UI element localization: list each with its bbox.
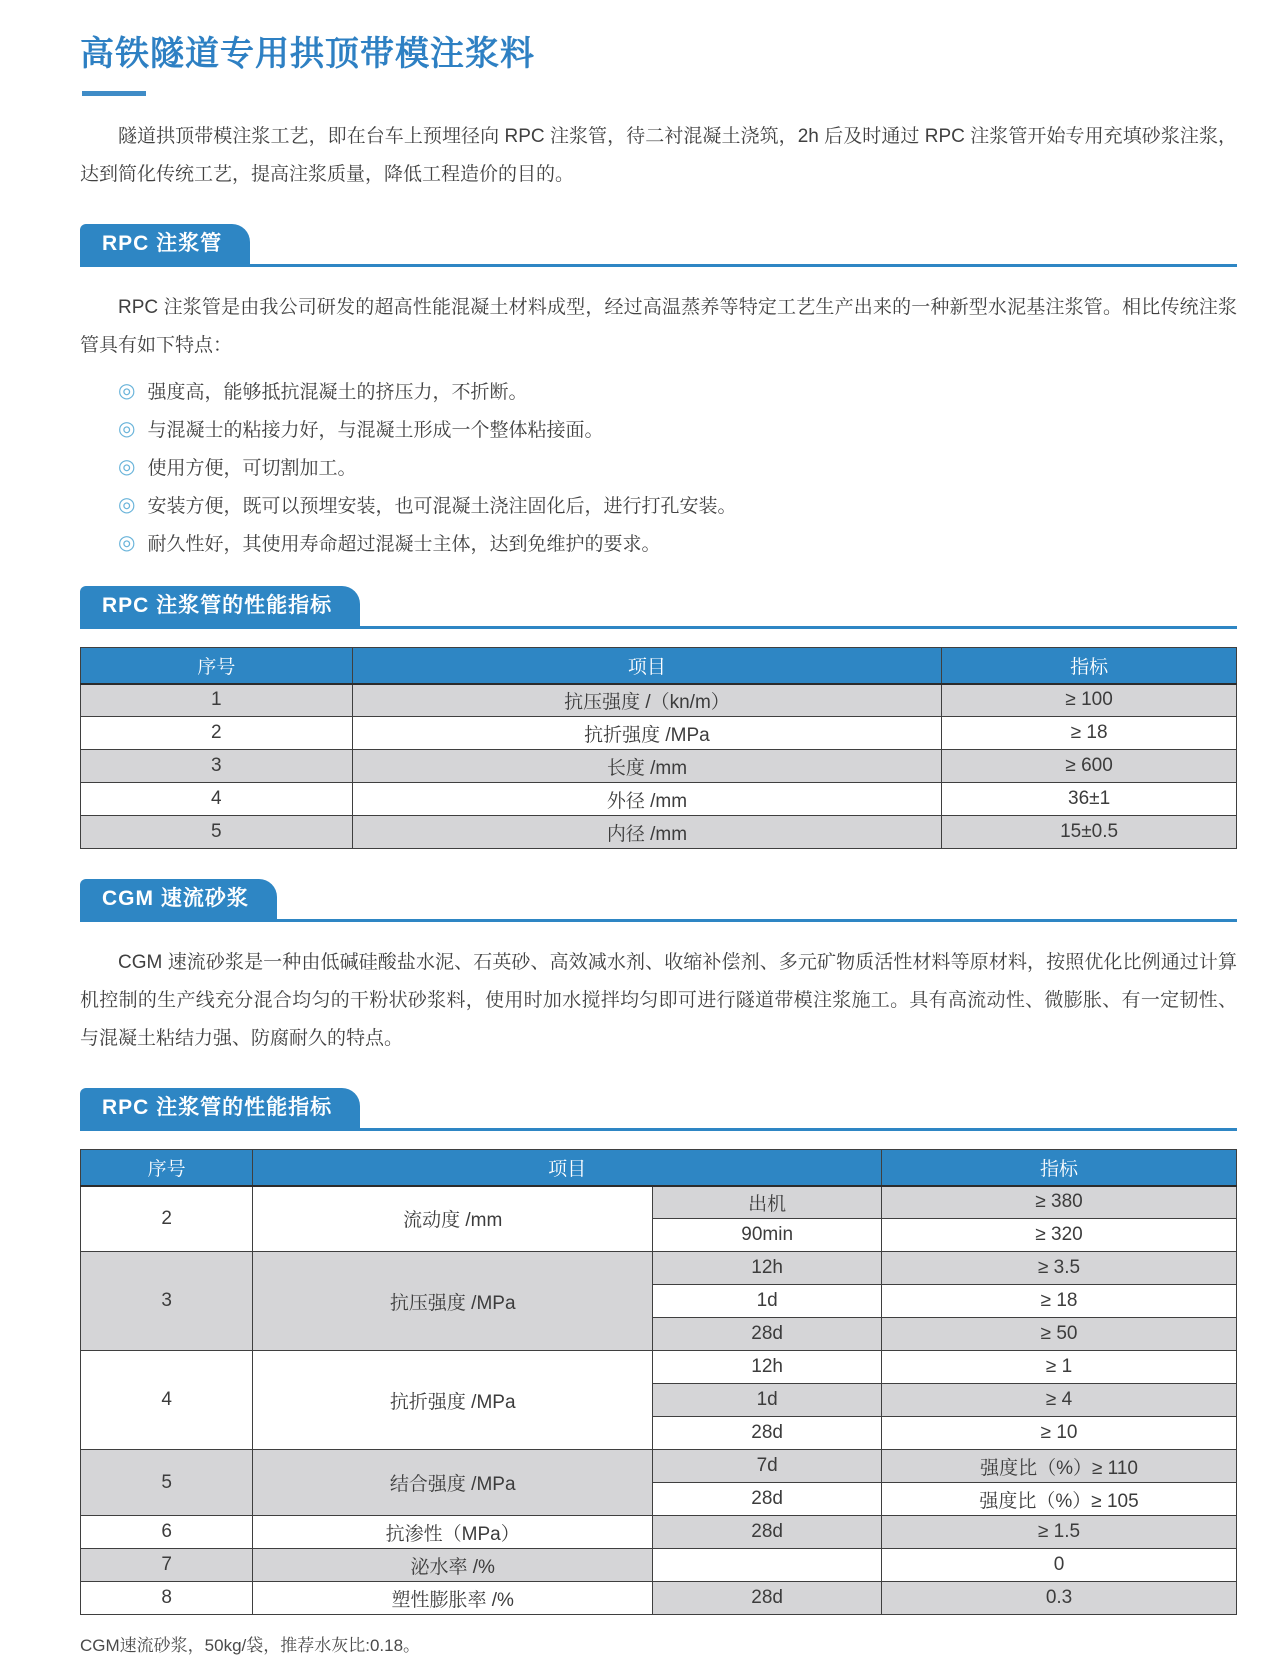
list-item-text: 强度高，能够抵抗混凝土的挤压力，不折断。 [147,382,528,403]
rpc-performance-table [80,647,1237,849]
table-header-row [81,648,1237,684]
cgm-paragraph: CGM 速流砂浆是一种由低碱硅酸盐水泥、石英砂、高效减水剂、收缩补偿剂、多元矿物质活性材料等原材料，按照优化比例通过计算机控制的生产线充分混合均匀的干粉状砂浆料，使用时加水搅拌均匀即可进行隧道带模注浆施工。具有高流动性、微膨胀、有一定韧性、与混凝土粘结力强、防腐耐久的特点。 [80,952,1237,1049]
table-cell: ≥ 50 [882,1318,1237,1351]
table-cell: 结合强度 /MPa [253,1450,653,1516]
table-cell: 28d [653,1318,882,1351]
table-header-row [81,1150,1237,1186]
list-item-text: 安装方便，既可以预埋安装，也可混凝土浇注固化后，进行打孔安装。 [147,496,737,517]
table-cell: ≥ 1 [882,1351,1237,1384]
table-cell: ≥ 3.5 [882,1252,1237,1285]
list-item-text: 使用方便，可切割加工。 [147,458,357,479]
section-header-cgm-table [80,1088,1237,1131]
table-row [81,684,1237,717]
table-cell: 长度 /mm [352,750,942,783]
table-cell: 强度比（%）≥ 110 [882,1450,1237,1483]
table-cell: 5 [81,816,353,849]
page-title: 高铁隧道专用拱顶带模注浆料 [80,35,535,73]
table-cell: 泌水率 /% [253,1549,653,1582]
table-cell [653,1549,882,1582]
table-row [81,816,1237,849]
section-header-rpc-table [80,586,1237,629]
table-header-cell: 指标 [942,648,1237,684]
table-cell: 0.3 [882,1582,1237,1615]
footnote: CGM速流砂浆，50kg/袋，推荐水灰比:0.18。 [80,1636,421,1655]
table-row [81,717,1237,750]
list-item [118,529,1237,556]
list-item-text: 耐久性好，其使用寿命超过混凝士主体，达到免维护的要求。 [147,534,661,555]
table-cell: 1d [653,1285,882,1318]
table-cell: 28d [653,1417,882,1450]
table-row [81,750,1237,783]
title-underline [82,91,146,96]
table-cell: 3 [81,750,353,783]
section-badge-cgm-table: RPC 注浆管的性能指标 [80,1088,360,1128]
bullet-icon: ◎ [118,379,136,402]
table-cell: 28d [653,1582,882,1615]
table-cell: 内径 /mm [352,816,942,849]
table-cell: 出机 [653,1186,882,1219]
table-cell: 90min [653,1219,882,1252]
table-row [81,1450,1237,1483]
table-cell: 0 [882,1549,1237,1582]
section-badge-cgm: CGM 速流砂浆 [80,879,277,919]
bullet-icon: ◎ [118,493,136,516]
list-item [118,453,1237,480]
table-cell: 塑性膨胀率 /% [253,1582,653,1615]
section-header-cgm [80,879,1237,922]
table-row [81,1186,1237,1219]
list-item [118,377,1237,404]
table-header-cell: 项目 [352,648,942,684]
table-cell: 抗压强度 /（kn/m） [352,684,942,717]
table-cell: 12h [653,1252,882,1285]
table-cell: 8 [81,1582,253,1615]
table-cell: 强度比（%）≥ 105 [882,1483,1237,1516]
table-cell: ≥ 320 [882,1219,1237,1252]
list-item [118,415,1237,442]
table-header-cell: 项目 [253,1150,882,1186]
table-cell: ≥ 4 [882,1384,1237,1417]
table-row [81,1549,1237,1582]
section-badge-rpc: RPC 注浆管 [80,224,250,264]
cgm-performance-table [80,1149,1237,1615]
list-item-text: 与混凝士的粘接力好，与混凝土形成一个整体粘接面。 [147,420,604,441]
table-cell: 3 [81,1252,253,1351]
table-cell: 4 [81,1351,253,1450]
table-row [81,1516,1237,1549]
table-row [81,1252,1237,1285]
table-row [81,783,1237,816]
table-cell: 36±1 [942,783,1237,816]
section-header-rpc [80,224,1237,267]
table-header-cell: 序号 [81,648,353,684]
table-cell: ≥ 600 [942,750,1237,783]
table-cell: 7 [81,1549,253,1582]
bullet-icon: ◎ [118,531,136,554]
table-cell: 2 [81,1186,253,1252]
intro-paragraph: 隧道拱顶带模注浆工艺，即在台车上预埋径向 RPC 注浆管，待二衬混凝土浇筑，2h 后及时通过 RPC 注浆管开始专用充填砂浆注浆，达到简化传统工艺，提高注浆质量，降低工程造价的目的。 [80,126,1237,185]
rpc-feature-list [80,377,1237,556]
table-cell: ≥ 100 [942,684,1237,717]
table-cell: 4 [81,783,353,816]
rpc-paragraph: RPC 注浆管是由我公司研发的超高性能混凝土材料成型，经过高温蒸养等特定工艺生产出来的一种新型水泥基注浆管。相比传统注浆管具有如下特点： [80,297,1237,356]
table-cell: 5 [81,1450,253,1516]
table-cell: 外径 /mm [352,783,942,816]
table-cell: 6 [81,1516,253,1549]
table-cell: 1 [81,684,353,717]
table-cell: 抗折强度 /MPa [253,1351,653,1450]
bullet-icon: ◎ [118,455,136,478]
list-item [118,491,1237,518]
table-cell: ≥ 380 [882,1186,1237,1219]
table-header-cell: 指标 [882,1150,1237,1186]
table-cell: 28d [653,1516,882,1549]
table-row [81,1351,1237,1384]
table-cell: 15±0.5 [942,816,1237,849]
table-cell: ≥ 18 [882,1285,1237,1318]
table-cell: 2 [81,717,353,750]
table-cell: 1d [653,1384,882,1417]
table-cell: ≥ 10 [882,1417,1237,1450]
table-cell: 抗压强度 /MPa [253,1252,653,1351]
bullet-icon: ◎ [118,417,136,440]
table-row [81,1582,1237,1615]
table-cell: 28d [653,1483,882,1516]
table-cell: ≥ 18 [942,717,1237,750]
section-badge-rpc-table: RPC 注浆管的性能指标 [80,586,360,626]
table-header-cell: 序号 [81,1150,253,1186]
table-cell: 抗渗性（MPa） [253,1516,653,1549]
table-cell: 12h [653,1351,882,1384]
table-cell: ≥ 1.5 [882,1516,1237,1549]
table-cell: 流动度 /mm [253,1186,653,1252]
table-cell: 7d [653,1450,882,1483]
table-cell: 抗折强度 /MPa [352,717,942,750]
